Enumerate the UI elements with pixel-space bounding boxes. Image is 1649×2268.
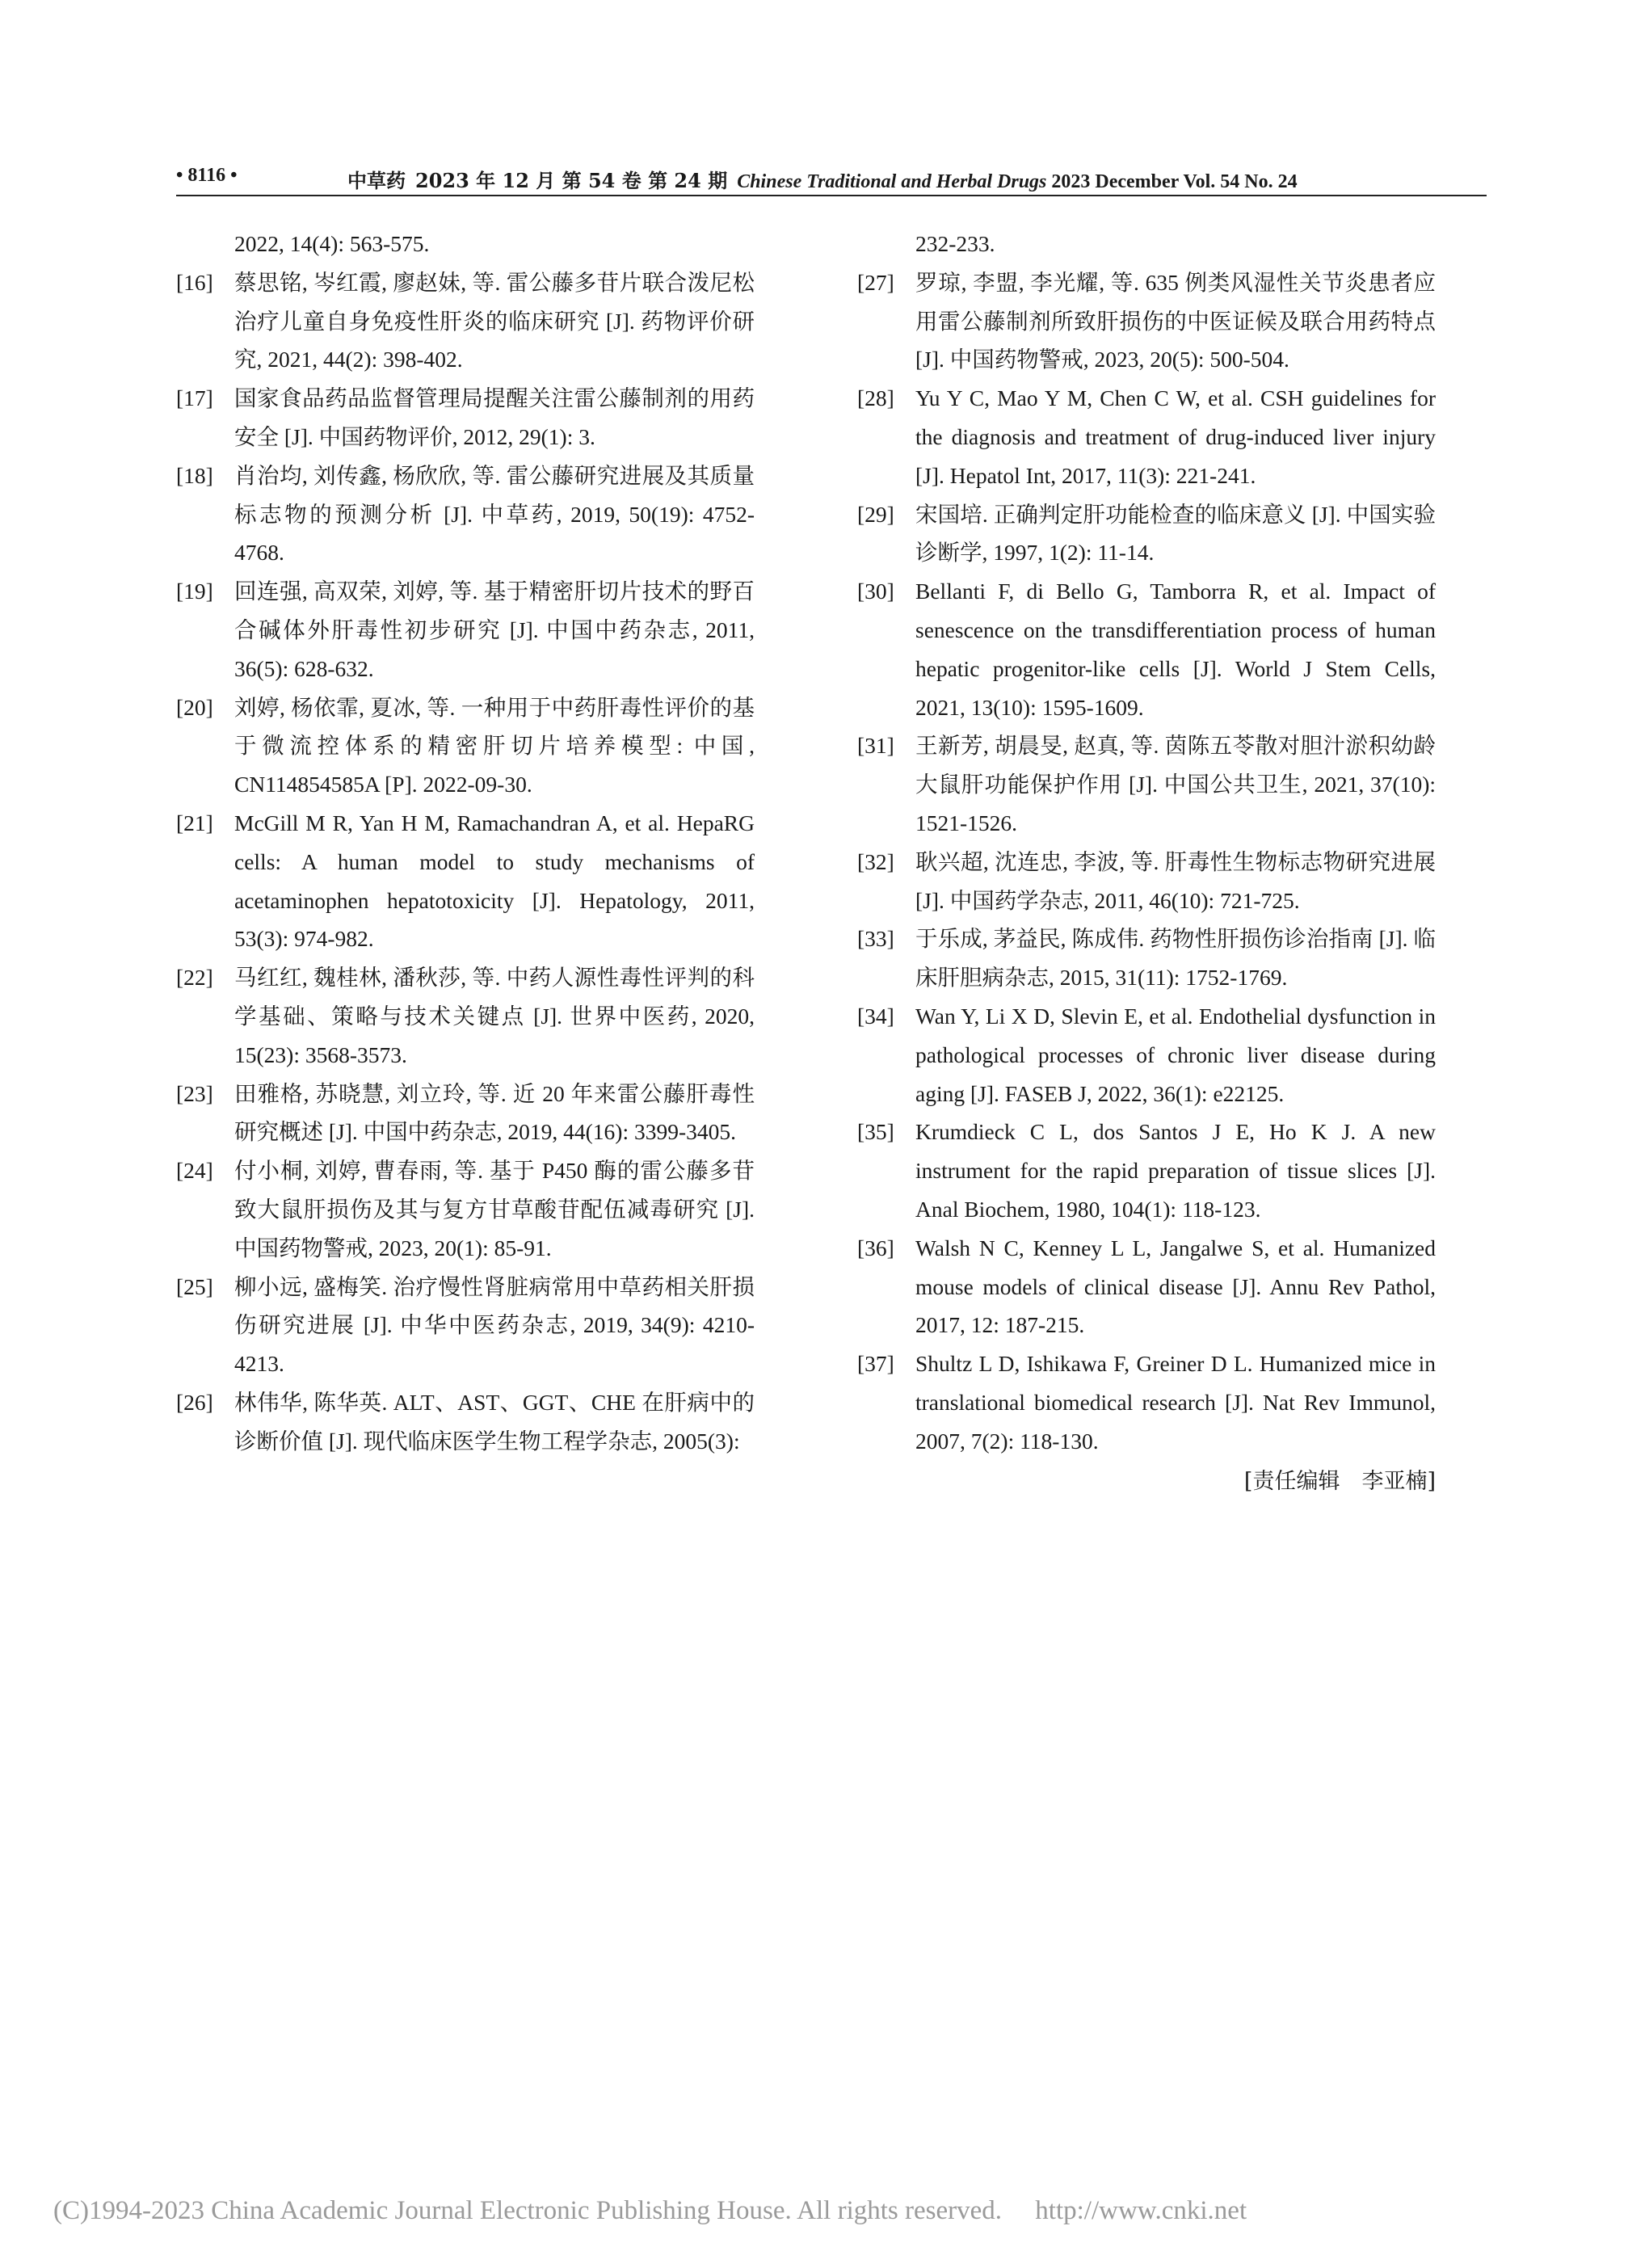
reference-item	[857, 1113, 1436, 1228]
reference-text: 罗琼, 李盟, 李光耀, 等. 635 例类风湿性关节炎患者应用雷公藤制剂所致肝损伤的中医证候及联合用药特点 [J]. 中国药物警戒, 2023, 20(5): 500-504.	[915, 269, 1436, 372]
issue-en: 2023 December Vol. 54 No. 24	[1051, 171, 1298, 192]
reference-item	[176, 263, 755, 379]
reference-item	[176, 1151, 755, 1267]
reference-item	[857, 263, 1436, 379]
reference-list-right	[857, 263, 1436, 1461]
reference-number: [34]	[857, 1003, 894, 1029]
reference-text: 马红红, 魏桂林, 潘秋莎, 等. 中药人源性毒性评判的科学基础、策略与技术关键点 [J]. 世界中医药, 2020, 15(23): 3568-3573.	[234, 965, 755, 1067]
reference-number: [32]	[857, 848, 894, 874]
reference-text: 刘婷, 杨依霏, 夏冰, 等. 一种用于中药肝毒性评价的基于微流控体系的精密肝切片培养模型: 中国, CN114854585A [P]. 2022-09-30.	[234, 694, 755, 797]
copyright-footer	[53, 2196, 1247, 2226]
reference-number: [30]	[857, 579, 894, 604]
reference-item	[176, 1383, 755, 1461]
reference-continuation: 232-233.	[915, 231, 995, 256]
reference-item	[857, 379, 1436, 494]
journal-name-cn: 中草药	[347, 169, 406, 192]
reference-number: [16]	[176, 269, 213, 295]
reference-text: Yu Y C, Mao Y M, Chen C W, et al. CSH guidelines for the diagnosis and treatment of drug-induced liver injury [J]. Hepatol Int, 2017, 11(3): 221-241.	[915, 385, 1436, 488]
reference-text: Shultz L D, Ishikawa F, Greiner D L. Humanized mice in translational biomedical research [J]. Nat Rev Immunol, 2007, 7(2): 118-130.	[915, 1351, 1436, 1454]
reference-text: McGill M R, Yan H M, Ramachandran A, et al. HepaRG cells: A human model to study mechanisms of acetaminophen hepatotoxicity [J]. Hepatology, 2011, 53(3): 974-982.	[234, 810, 755, 952]
reference-text: 肖治均, 刘传鑫, 杨欣欣, 等. 雷公藤研究进展及其质量标志物的预测分析 [J]. 中草药, 2019, 50(19): 4752-4768.	[234, 462, 755, 566]
reference-number: [19]	[176, 579, 213, 604]
reference-column-left	[176, 225, 755, 1461]
reference-text: 付小桐, 刘婷, 曹春雨, 等. 基于 P450 酶的雷公藤多苷致大鼠肝损伤及其与复方甘草酸苷配伍减毒研究 [J]. 中国药物警戒, 2023, 20(1): 85-91.	[234, 1158, 755, 1260]
reference-number: [33]	[857, 926, 894, 952]
reference-number: [21]	[176, 810, 213, 835]
reference-number: [17]	[176, 385, 213, 411]
header-rule	[176, 195, 1487, 196]
reference-item	[857, 572, 1436, 726]
journal-info	[347, 165, 1298, 193]
reference-item	[176, 379, 755, 457]
journal-name-en: Chinese Traditional and Herbal Drugs	[737, 171, 1047, 192]
reference-item	[176, 688, 755, 804]
reference-number: [29]	[857, 501, 894, 527]
reference-text: 于乐成, 茅益民, 陈成伟. 药物性肝损伤诊治指南 [J]. 临床肝胆病杂志, 2015, 31(11): 1752-1769.	[915, 926, 1436, 991]
reference-text: 回连强, 高双荣, 刘婷, 等. 基于精密肝切片技术的野百合碱体外肝毒性初步研究 [J]. 中国中药杂志, 2011, 36(5): 628-632.	[234, 579, 755, 681]
reference-text: Bellanti F, di Bello G, Tamborra R, et al. Impact of senescence on the transdifferentiation process of human hepatic progenitor-like cells [J]. World J Stem Cells, 2021, 13(10): 1595-1609.	[915, 579, 1436, 720]
reference-text: Walsh N C, Kenney L L, Jangalwe S, et al. Humanized mouse models of clinical disease [J]. Annu Rev Pathol, 2017, 12: 187-215.	[915, 1235, 1436, 1338]
reference-number: [22]	[176, 965, 213, 991]
reference-continuation: 2022, 14(4): 563-575.	[234, 231, 430, 256]
reference-text: Krumdieck C L, dos Santos J E, Ho K J. A new instrument for the rapid preparation of tissue slices [J]. Anal Biochem, 1980, 104(1): 118-123.	[915, 1119, 1436, 1222]
reference-item	[176, 572, 755, 688]
responsible-editor: [责任编辑 李亚楠]	[1243, 1468, 1436, 1494]
reference-text: 国家食品药品监督管理局提醒关注雷公藤制剂的用药安全 [J]. 中国药物评价, 2012, 29(1): 3.	[234, 385, 755, 449]
reference-item	[857, 843, 1436, 920]
reference-item	[857, 997, 1436, 1113]
reference-number: [23]	[176, 1080, 213, 1106]
reference-number: [24]	[176, 1158, 213, 1184]
footer-url[interactable]: http://www.cnki.net	[1035, 2196, 1247, 2225]
reference-item	[176, 804, 755, 958]
reference-text: 宋国培. 正确判定肝功能检查的临床意义 [J]. 中国实验诊断学, 1997, 1(2): 11-14.	[915, 501, 1436, 566]
reference-number: [28]	[857, 385, 894, 411]
reference-number: [27]	[857, 269, 894, 295]
reference-number: [37]	[857, 1351, 894, 1377]
reference-item	[176, 1268, 755, 1383]
reference-column-right	[857, 225, 1436, 1500]
copyright-text: (C)1994-2023 China Academic Journal Electronic Publishing House. All rights reserved.	[53, 2196, 1003, 2225]
reference-item	[857, 495, 1436, 573]
reference-item	[857, 919, 1436, 997]
reference-number: [20]	[176, 694, 213, 720]
reference-item	[857, 1229, 1436, 1344]
reference-number: [25]	[176, 1273, 213, 1299]
reference-text: 柳小远, 盛梅笑. 治疗慢性肾脏病常用中草药相关肝损伤研究进展 [J]. 中华中医药杂志, 2019, 34(9): 4210-4213.	[234, 1273, 755, 1377]
issue-cn: 2023 年 12 月 第 54 卷 第 24 期	[415, 169, 728, 192]
reference-list-left	[176, 263, 755, 1461]
reference-text: 王新芳, 胡晨旻, 赵真, 等. 茵陈五苓散对胆汁淤积幼龄大鼠肝功能保护作用 [J]. 中国公共卫生, 2021, 37(10): 1521-1526.	[915, 733, 1436, 835]
reference-item	[176, 1075, 755, 1152]
reference-text: 蔡思铭, 岑红霞, 廖赵妹, 等. 雷公藤多苷片联合泼尼松治疗儿童自身免疫性肝炎的临床研究 [J]. 药物评价研究, 2021, 44(2): 398-402.	[234, 269, 755, 372]
reference-number: [35]	[857, 1119, 894, 1145]
reference-item	[176, 457, 755, 572]
reference-text: 田雅格, 苏晓慧, 刘立玲, 等. 近 20 年来雷公藤肝毒性研究概述 [J]. 中国中药杂志, 2019, 44(16): 3399-3405.	[234, 1080, 755, 1145]
page-number: • 8116 •	[176, 165, 238, 186]
reference-item	[857, 1344, 1436, 1460]
reference-number: [31]	[857, 733, 894, 759]
reference-number: [18]	[176, 462, 213, 488]
reference-number: [36]	[857, 1235, 894, 1260]
reference-text: Wan Y, Li X D, Slevin E, et al. Endothelial dysfunction in pathological processes of chronic liver disease during aging [J]. FASEB J, 2022, 36(1): e22125.	[915, 1003, 1436, 1106]
reference-text: 耿兴超, 沈连忠, 李波, 等. 肝毒性生物标志物研究进展 [J]. 中国药学杂志, 2011, 46(10): 721-725.	[915, 848, 1436, 913]
reference-number: [26]	[176, 1389, 213, 1415]
reference-text: 林伟华, 陈华英. ALT、AST、GGT、CHE 在肝病中的诊断价值 [J]. 现代临床医学生物工程学杂志, 2005(3):	[234, 1389, 755, 1454]
reference-item	[857, 726, 1436, 842]
reference-item	[176, 958, 755, 1074]
running-header	[176, 165, 1485, 194]
